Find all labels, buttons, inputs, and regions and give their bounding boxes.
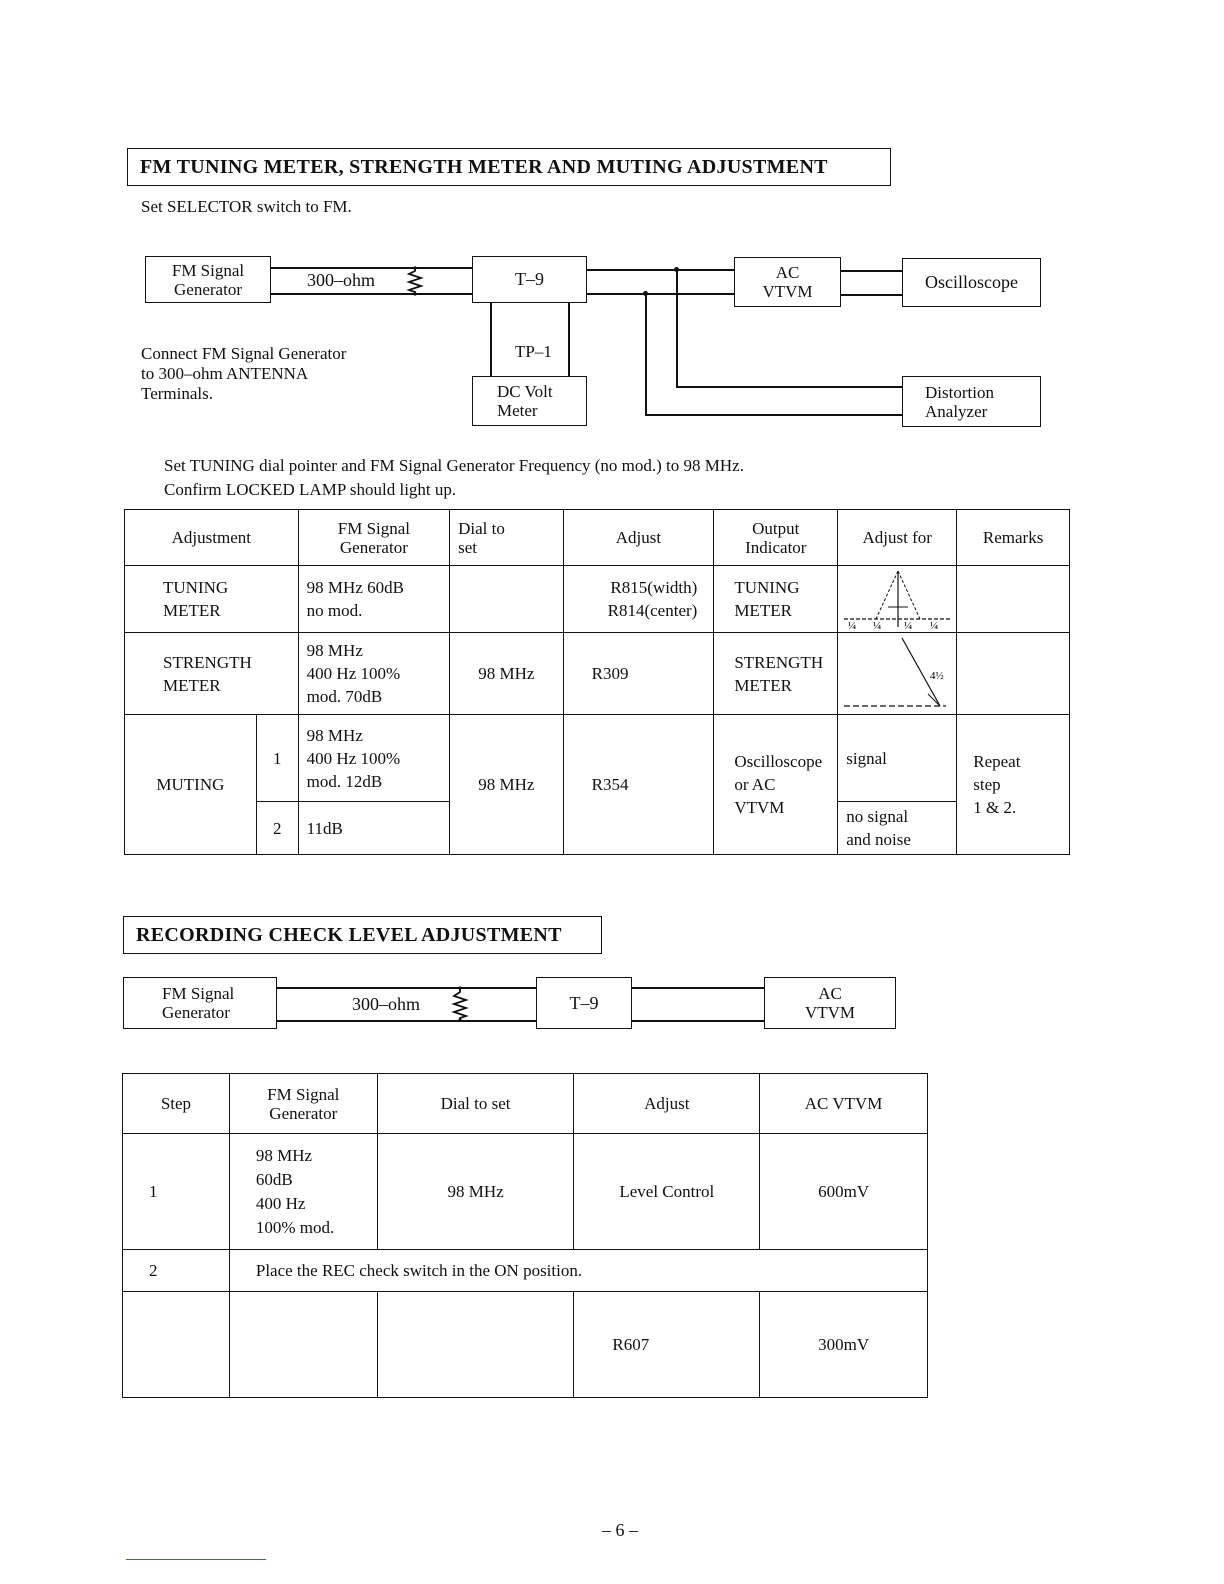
tuning-meter-graph xyxy=(838,567,956,631)
header-adjustment: Adjustment xyxy=(125,510,299,566)
dc-volt-meter-box: DC Volt Meter xyxy=(472,376,587,426)
strength-meter-graph xyxy=(838,634,956,714)
cell-adjust-for xyxy=(838,633,957,715)
header-output-indicator: Output Indicator xyxy=(714,510,838,566)
header-dial-to-set: Dial to set xyxy=(377,1074,574,1134)
cell-step2: 2 xyxy=(256,802,298,855)
cell-generator: 11dB xyxy=(298,802,449,855)
table-row xyxy=(125,633,1070,715)
cell-vtvm: 300mV xyxy=(760,1292,928,1398)
page-number: – 6 – xyxy=(602,1520,638,1540)
cell-dial xyxy=(377,1292,574,1398)
cell-adjust-for: no signal and noise xyxy=(838,802,957,855)
header-adjust: Adjust xyxy=(563,510,714,566)
header-remarks: Remarks xyxy=(957,510,1070,566)
fm-adjustment-table xyxy=(124,509,1070,855)
cell-indicator: Oscilloscope or AC VTVM xyxy=(714,715,838,855)
cell-adjust: R354 xyxy=(563,715,714,855)
cell-remarks xyxy=(957,566,1070,633)
header-fm-signal-generator: FM Signal Generator xyxy=(298,510,449,566)
header-dial-to-set: Dial to set xyxy=(450,510,563,566)
ohm-label: 300–ohm xyxy=(307,270,376,290)
cell-generator: 98 MHz 400 Hz 100% mod. 12dB xyxy=(298,715,449,802)
fraction-label: ¼ xyxy=(930,620,939,631)
header-step: Step xyxy=(123,1074,230,1134)
ac-vtvm-box: AC VTVM xyxy=(734,257,841,307)
distortion-analyzer-box: Distortion Analyzer xyxy=(902,376,1041,427)
cell-adjustment: STRENGTH METER xyxy=(125,633,299,715)
selector-instruction: Set SELECTOR switch to FM. xyxy=(141,197,352,216)
cell-indicator: STRENGTH METER xyxy=(714,633,838,715)
section2-title: RECORDING CHECK LEVEL ADJUSTMENT xyxy=(123,916,602,954)
cell-remarks xyxy=(957,633,1070,715)
cell-dial xyxy=(450,566,563,633)
cell-generator: 98 MHz 60dB no mod. xyxy=(298,566,449,633)
cell-adjust-for: signal xyxy=(838,715,957,802)
fraction-label: ¼ xyxy=(904,620,913,631)
cell-step: 2 xyxy=(123,1250,230,1292)
table-row xyxy=(123,1134,928,1250)
cell-adjustment: TUNING METER xyxy=(125,566,299,633)
cell-vtvm: 600mV xyxy=(760,1134,928,1250)
t9-box: T–9 xyxy=(472,256,587,303)
cell-adjust: R815(width) R814(center) xyxy=(563,566,714,633)
header-fm-signal-generator: FM Signal Generator xyxy=(229,1074,377,1134)
footer-divider xyxy=(126,1559,266,1560)
cell-step1: 1 xyxy=(256,715,298,802)
cell-adjust: Level Control xyxy=(574,1134,760,1250)
connect-note: Connect FM Signal Generator to 300–ohm ANTENNA Terminals. xyxy=(141,344,347,403)
locked-lamp-note: Confirm LOCKED LAMP should light up. xyxy=(164,480,457,499)
header-adjust: Adjust xyxy=(574,1074,760,1134)
ac-vtvm-box: AC VTVM xyxy=(764,977,896,1029)
resistor-icon xyxy=(405,265,425,297)
tp1-label: TP–1 xyxy=(515,342,552,361)
fm-signal-generator-box: FM Signal Generator xyxy=(123,977,277,1029)
cell-adjust-for xyxy=(838,566,957,633)
cell-adjust: R309 xyxy=(563,633,714,715)
fm-signal-generator-box: FM Signal Generator xyxy=(145,256,271,303)
graph-label: 4½ xyxy=(930,669,944,682)
header-adjust-for: Adjust for xyxy=(838,510,957,566)
cell-generator xyxy=(229,1292,377,1398)
fraction-label: ¼ xyxy=(873,620,882,631)
cell-dial: 98 MHz xyxy=(450,715,563,855)
cell-adjust: R607 xyxy=(574,1292,760,1398)
cell-instruction: Place the REC check switch in the ON position. xyxy=(229,1250,927,1292)
table-row xyxy=(125,566,1070,633)
tuning-note: Set TUNING dial pointer and FM Signal Generator Frequency (no mod.) to 98 MHz. xyxy=(164,456,744,475)
table-row xyxy=(125,715,1070,802)
ohm-label: 300–ohm xyxy=(352,994,421,1014)
resistor-icon xyxy=(450,985,470,1023)
table-row xyxy=(123,1292,928,1398)
cell-remarks: Repeat step 1 & 2. xyxy=(957,715,1070,855)
header-ac-vtvm: AC VTVM xyxy=(760,1074,928,1134)
t9-box: T–9 xyxy=(536,977,632,1029)
cell-dial: 98 MHz xyxy=(377,1134,574,1250)
recording-check-table xyxy=(122,1073,928,1398)
cell-generator: 98 MHz 400 Hz 100% mod. 70dB xyxy=(298,633,449,715)
table-row xyxy=(123,1250,928,1292)
cell-step: 1 xyxy=(123,1134,230,1250)
cell-indicator: TUNING METER xyxy=(714,566,838,633)
section1-title: FM TUNING METER, STRENGTH METER AND MUTING ADJUSTMENT xyxy=(127,148,891,186)
cell-dial: 98 MHz xyxy=(450,633,563,715)
fraction-label: ¼ xyxy=(848,620,857,631)
cell-generator: 98 MHz 60dB 400 Hz 100% mod. xyxy=(229,1134,377,1250)
cell-step xyxy=(123,1292,230,1398)
oscilloscope-box: Oscilloscope xyxy=(902,258,1041,307)
cell-muting: MUTING xyxy=(125,715,257,855)
